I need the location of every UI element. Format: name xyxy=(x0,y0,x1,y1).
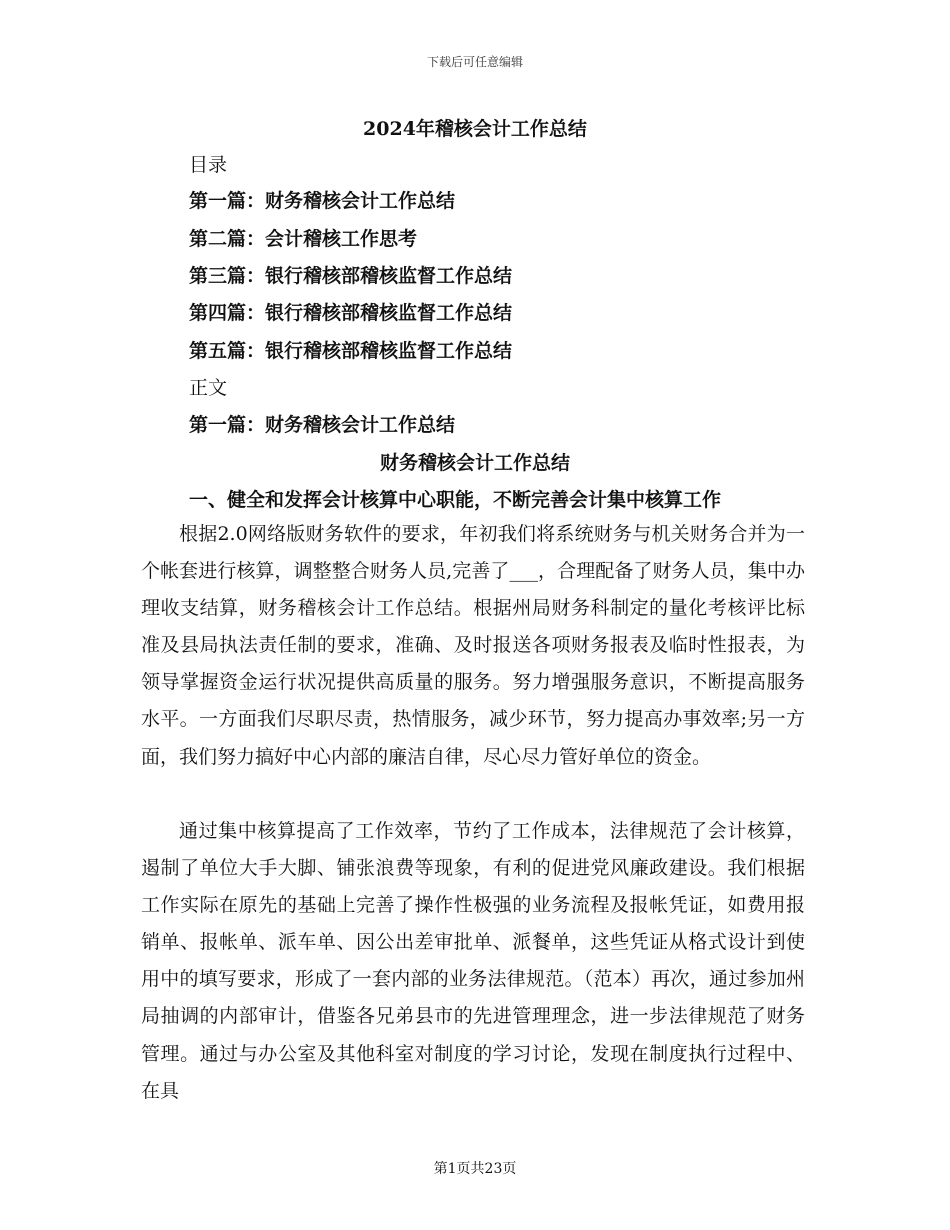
toc-item: 第一篇：财务稽核会计工作总结 xyxy=(189,190,456,212)
toc-label: 目录 xyxy=(189,154,228,176)
toc-item: 第四篇：银行稽核部稽核监督工作总结 xyxy=(189,302,513,324)
body-label: 正文 xyxy=(189,377,228,399)
body-paragraph: 通过集中核算提高了工作效率，节约了工作成本，法律规范了会计核算，遏制了单位大手大脚、铺张浪费等现象，有利的促进党风廉政建设。我们根据工作实际在原先的基础上完善了操作性极强的业务流程及报帐凭证，如费用报销单、报帐单、派车单、因公出差审批单、派餐单，这些凭证从格式设计到使用中的填写要求，形成了一套内部的业务法律规范。（范本）再次，通过参加州局抽调的内部审计，借鉴各兄弟县市的先进管理理念，进一步法律规范了财务管理。通过与办公室及其他科室对制度的学习讨论，发现在制度执行过程中、在具 xyxy=(141,820,805,1102)
section-title: 财务稽核会计工作总结 xyxy=(379,452,570,474)
part-heading: 第一篇：财务稽核会计工作总结 xyxy=(189,414,456,436)
document-title: 2024年稽核会计工作总结 xyxy=(363,118,587,140)
toc-item: 第三篇：银行稽核部稽核监督工作总结 xyxy=(189,265,513,287)
body-paragraph: 根据2.0网络版财务软件的要求，年初我们将系统财务与机关财务合并为一个帐套进行核算，调整整合财务人员,完善了___，合理配备了财务人员，集中办理收支结算，财务稽核会计工作总结。根据州局财务科制定的量化考核评比标准及县局执法责任制的要求，准确、及时报送各项财务报表及临时性报表，为领导掌握资金运行状况提供高质量的服务。努力增强服务意识，不断提高服务水平。一方面我们尽职尽责，热情服务，减少环节，努力提高办事效率;另一方面，我们努力搞好中心内部的廉洁自律，尽心尽力管好单位的资金。 xyxy=(141,523,805,768)
sub-heading: 一、健全和发挥会计核算中心职能，不断完善会计集中核算工作 xyxy=(189,489,722,511)
toc-item: 第二篇：会计稽核工作思考 xyxy=(189,228,418,250)
toc-item: 第五篇：银行稽核部稽核监督工作总结 xyxy=(189,340,513,362)
header-note: 下载后可任意编辑 xyxy=(426,55,523,69)
page-number: 第1页共23页 xyxy=(433,1161,517,1177)
